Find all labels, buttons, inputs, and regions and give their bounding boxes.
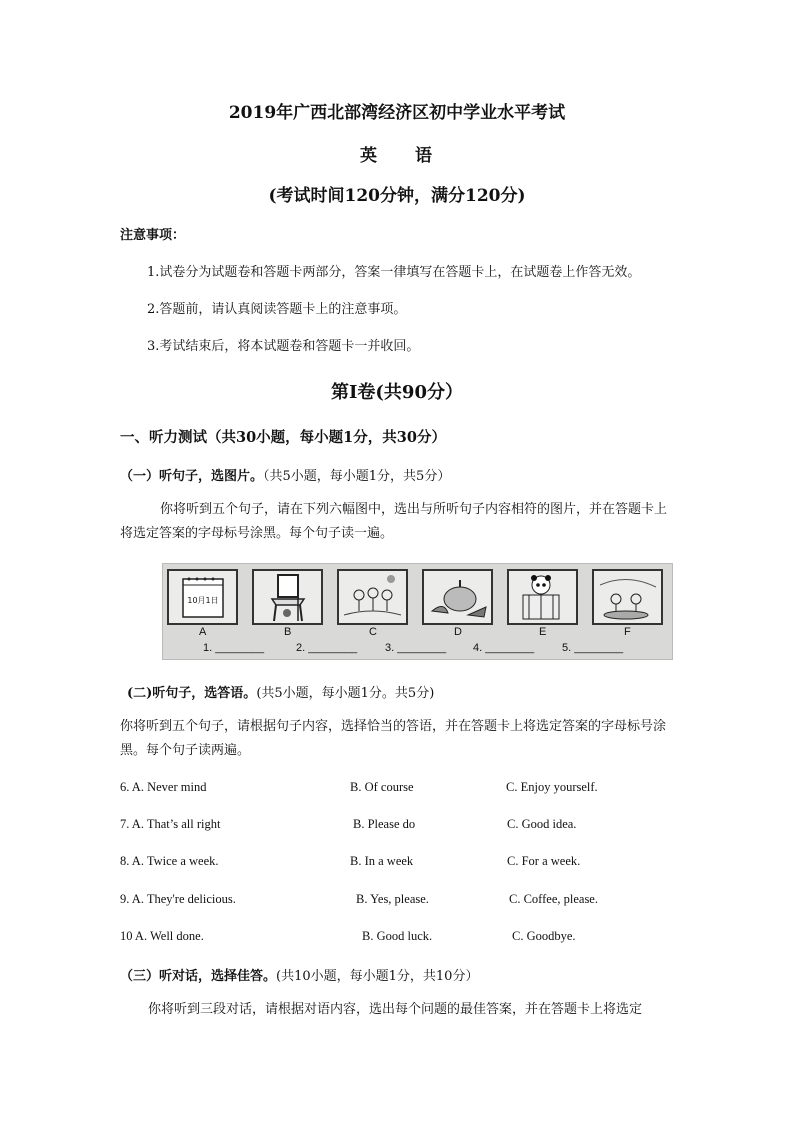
picnic-picture [592,569,663,625]
instruction-paragraph: 你将听到五个句子，请根据句子内容，选择恰当的答语，并在答题卡上将选定答案的字母标号涂黑。每个句子读两遍。 [120,719,667,758]
picture-strip [162,563,673,660]
subsection-heading [120,465,450,484]
answer-blank: 5. ________ [562,642,624,654]
question-option: C. Coffee, please. [509,892,598,906]
question-option: 9. A. They're delicious. [120,892,236,906]
instruction-paragraph: 你将听到五个句子，请在下列六幅图中，选出与所听句子内容相符的图片，并在答题卡上将选定答案的字母标号涂黑。每个句子读一遍。 [120,502,668,541]
question-option: C. Enjoy yourself. [506,780,598,794]
calendar-picture [167,569,238,625]
notice-item: 1.试卷分为试题卷和答题卡两部分，答案一律填写在答题卡上，在试题卷上作答无效。 [147,265,641,280]
question-option: C. Good idea. [507,817,577,831]
question-option: B. Of course [350,780,414,794]
chair-picture [252,569,323,625]
subsection-note: (共10小题，每小题1分，共10分） [276,969,479,984]
notice-heading: 注意事项： [120,228,186,243]
kids-playing-picture [337,569,408,625]
question-option: B. Yes, please. [356,892,429,906]
subsection-title: (二)听句子，选答语。 [127,686,257,701]
exam-duration: (考试时间120分钟，满分120分) [268,186,526,206]
picture-label: E [539,626,547,638]
question-option: 8. A. Twice a week. [120,854,219,868]
subject-title [0,141,794,166]
question-option: C. For a week. [507,854,581,868]
subject-char-2: 语 [415,146,434,166]
subsection-heading [120,965,478,984]
subsection-title: （三）听对话，选择佳答。 [120,969,277,984]
subject-char-1: 英 [360,146,379,166]
question-option: 10 A. Well done. [120,929,204,943]
picture-label: C [369,626,377,638]
part-title: 第Ⅰ卷(共90分） [331,382,463,403]
subsection-title: （一）听句子，选图片。 [120,469,264,484]
question-option: B. Good luck. [362,929,433,943]
section-title: 一、听力测试（共30小题，每小题1分，共30分） [120,429,446,446]
answer-blank: 1. ________ [203,642,265,654]
vegetables-picture [422,569,493,625]
notice-item: 3.考试结束后，将本试题卷和答题卡一并收回。 [147,339,420,354]
answer-blank: 3. ________ [385,642,447,654]
question-option: 7. A. That’s all right [120,817,221,831]
picture-label: F [624,626,631,638]
subsection-heading [127,682,434,701]
exam-title: 2019年广西北部湾经济区初中学业水平考试 [228,103,566,123]
question-option: 6. A. Never mind [120,780,207,794]
question-option: B. Please do [353,817,416,831]
subsection-note: （共5小题，每小题1分，共5分） [263,469,451,484]
notice-item: 2.答题前，请认真阅读答题卡上的注意事项。 [147,302,407,317]
question-option: B. In a week [350,854,414,868]
question-option: C. Goodbye. [512,929,576,943]
answer-blank: 4. ________ [473,642,535,654]
calendar-date: 10月1日 [187,596,219,605]
picture-label: A [199,626,207,638]
answer-blank: 2. ________ [296,642,358,654]
panda-box-picture [507,569,578,625]
subsection-note: (共5小题，每小题1分。共5分) [256,686,435,701]
instruction-paragraph: 你将听到三段对话，请根据对语内容，选出每个问题的最佳答案，并在答题卡上将选定 [148,1002,643,1017]
picture-label: B [284,626,292,638]
picture-label: D [454,626,462,638]
